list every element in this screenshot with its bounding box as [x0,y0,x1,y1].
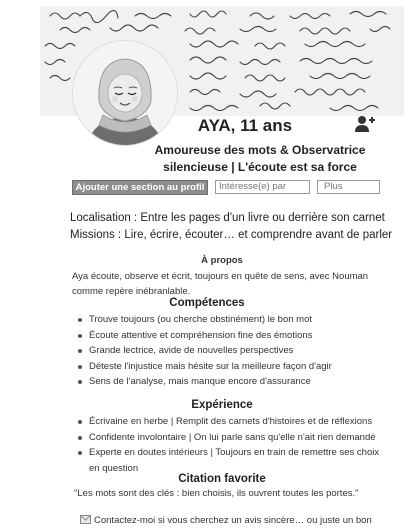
tagline-line-1: Amoureuse des mots & Observatrice [154,143,366,157]
about-heading: À propos [201,255,243,266]
list-item: Sens de l'analyse, mais manque encore d'assurance [72,374,362,390]
avatar[interactable] [72,40,178,146]
missions-text: Missions : Lire, écrire, écouter… et comprendre avant de parler [70,229,393,241]
avatar-illustration [73,41,177,145]
list-item: Experte en doutes intérieurs | Toujours en train de remettre ses choix en question [72,445,388,476]
about-text: Aya écoute, observe et écrit, toujours en quête de sens, avec Nouman comme repère inébranlable. [72,271,369,297]
add-user-button[interactable] [354,114,376,134]
tagline-line-2: silencieuse | L'écoute est sa force [163,160,357,174]
contact-text: Contactez-moi si vous cherchez un avis sincère… ou juste un bon [94,515,372,526]
quote-text: "Les mots sont des clés : bien choisis, ils ouvrent toutes les portes." [74,488,359,499]
quote-heading: Citation favorite [178,473,266,485]
profile-name: AYA, 11 ans [197,116,293,135]
experience-list [72,414,388,476]
contact-line [80,515,410,526]
list-item: Grande lectrice, avide de nouvelles perspectives [72,343,362,359]
list-item: Trouve toujours (ou cherche obstinément) le bon mot [72,312,362,328]
list-item: Confidente involontaire | On lui parle sans qu'elle n'ait rien demandé [72,430,388,446]
envelope-icon [80,515,91,524]
more-button[interactable]: Plus [317,180,380,194]
skills-heading: Compétences [169,297,245,309]
skills-list [72,312,362,390]
interested-button[interactable]: Intéresse(e) par [215,180,310,194]
list-item: Déteste l'injustice mais hésite sur la meilleure façon d'agir [72,359,362,375]
add-user-icon [354,114,376,134]
list-item: Écrivaine en herbe | Remplit des carnets d'histoires et de réflexions [72,414,388,430]
list-item: Écoute attentive et compréhension fine des émotions [72,328,362,344]
location-text: Localisation : Entre les pages d'un livre ou derrière son carnet [70,212,385,224]
experience-heading: Expérience [191,399,253,411]
profile-meta [70,210,410,244]
add-section-button[interactable]: Ajouter une section au profil [72,180,208,195]
profile-tagline [150,142,370,176]
